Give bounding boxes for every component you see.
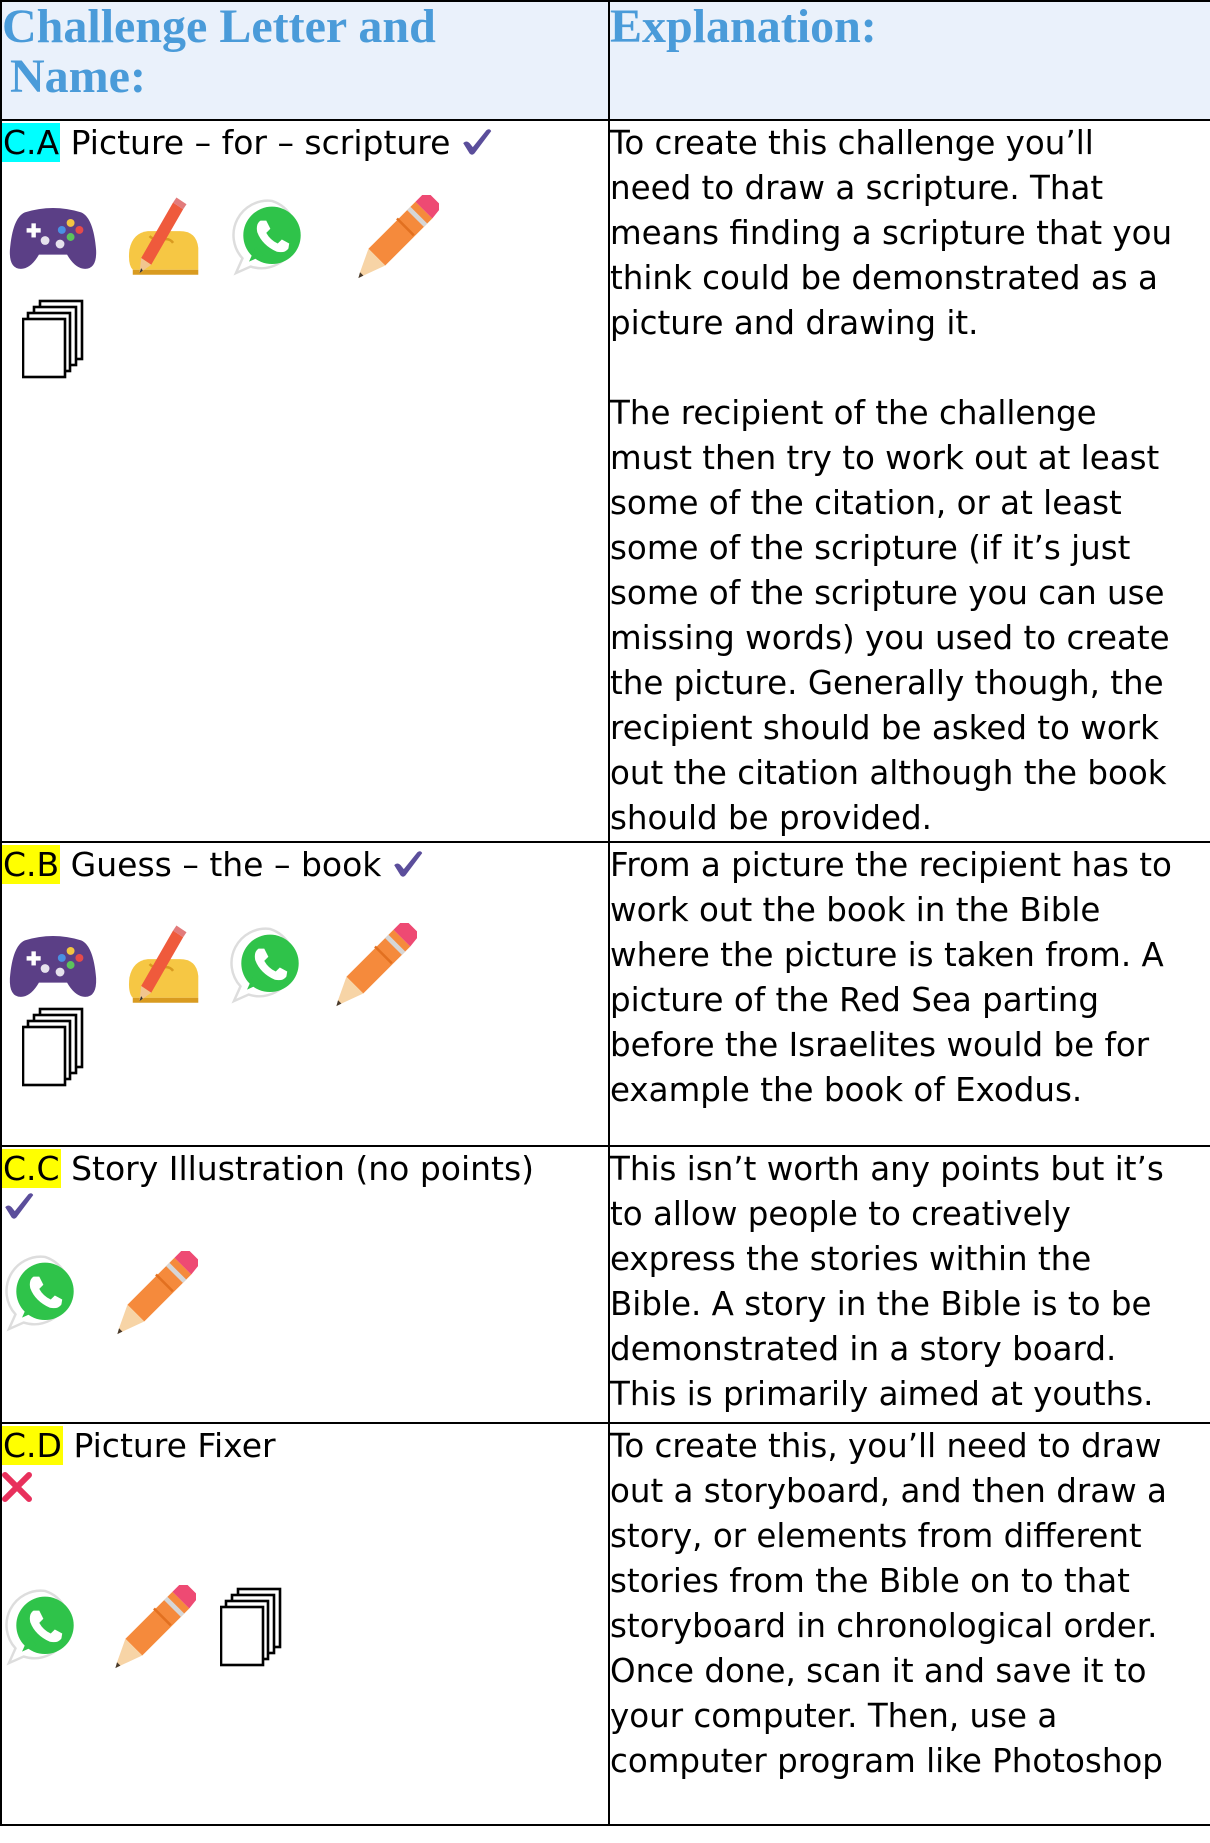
check-icon: [391, 845, 423, 889]
challenge-name: Story Illustration (no points): [71, 1149, 535, 1188]
gamepad-icon: [9, 201, 97, 273]
status-row: [2, 1191, 608, 1225]
challenge-title: [2, 1424, 608, 1468]
table-header-row: [1, 1, 1210, 120]
explanation-cell-cc: [609, 1146, 1210, 1423]
writing-hand-icon: [121, 197, 205, 277]
whatsapp-icon: [231, 196, 313, 278]
challenge-title: [2, 1147, 608, 1191]
pages-icon: [220, 1587, 284, 1667]
challenge-name: Guess – the – book: [70, 845, 382, 884]
table-row: [1, 1423, 1210, 1825]
explanation-cell-cd: [609, 1423, 1210, 1825]
challenge-explanation: From a picture the recipient has to work out the book in the Bible where the picture is taken from. A picture of the Red Sea parting before the Israelites would be for example the book of Exodus.: [610, 846, 1172, 1109]
challenge-cell-cc: [1, 1146, 609, 1423]
whatsapp-icon: [229, 924, 311, 1006]
challenge-explanation: To create this, you’ll need to draw out a storyboard, and then draw a story, or elements from different stories from the Bible on to that storyboard in chronological order. Once done, scan it and save it to your computer. Then, use a computer program like Photoshop: [610, 1427, 1167, 1780]
platform-icons: [2, 1251, 608, 1335]
header-explanation: Explanation:: [609, 1, 1210, 120]
table-row: [1, 120, 1210, 842]
challenge-cell-cb: [1, 842, 609, 1146]
challenge-cell-cd: [1, 1423, 609, 1825]
explanation-cell-cb: [609, 842, 1210, 1146]
pages-icon: [22, 1007, 86, 1087]
whatsapp-icon: [4, 1252, 86, 1334]
pencil-icon: [355, 195, 439, 279]
check-icon: [460, 123, 492, 167]
challenge-name: Picture – for – scripture: [70, 123, 451, 162]
cross-icon: [2, 1472, 608, 1507]
writing-hand-icon: [121, 925, 205, 1005]
pages-icon-wrap: [2, 299, 608, 379]
challenge-code: C.C: [3, 1149, 60, 1188]
pencil-icon: [333, 923, 417, 1007]
challenge-code: C.A: [3, 123, 60, 162]
platform-icons: [2, 195, 608, 279]
check-icon: [2, 1191, 34, 1225]
challenge-code: C.B: [3, 845, 60, 884]
pages-icon: [22, 299, 86, 379]
pencil-icon: [112, 1585, 196, 1669]
challenge-code: C.D: [3, 1426, 62, 1465]
platform-icons: [2, 923, 608, 1007]
header-col1-line1: Challenge Letter and: [2, 0, 436, 53]
challenge-explanation: This isn’t worth any points but it’s to allow people to creatively express the stories within the Bible. A story in the Bible is to be demonstrated in a story board. This is primarily aimed at youths.: [610, 1150, 1164, 1413]
table-row: [1, 1146, 1210, 1423]
header-challenge-letter-and-name: [1, 1, 609, 120]
pencil-icon: [114, 1251, 198, 1335]
platform-icons: [2, 1585, 608, 1669]
gamepad-icon: [9, 929, 97, 1001]
challenge-explanation: To create this challenge you’ll need to draw a scripture. That means finding a scripture that you think could be demonstrated as a picture and drawing it. The recipient of the challenge must then try to work out at least some of the citation, or at least some of the scripture (if it’s just some of the scripture you can use missing words) you used to create the picture. Generally though, the recipient should be asked to work out the citation although the book should be provided.: [610, 124, 1173, 837]
explanation-cell-ca: [609, 120, 1210, 842]
challenge-title: [2, 843, 608, 889]
pages-icon-wrap: [2, 1007, 608, 1087]
challenge-cell-ca: [1, 120, 609, 842]
whatsapp-icon: [4, 1586, 86, 1668]
header-col1-line2: Name:: [10, 50, 146, 103]
challenge-title: [2, 121, 608, 167]
challenge-name: Picture Fixer: [73, 1426, 276, 1465]
table-row: [1, 842, 1210, 1146]
